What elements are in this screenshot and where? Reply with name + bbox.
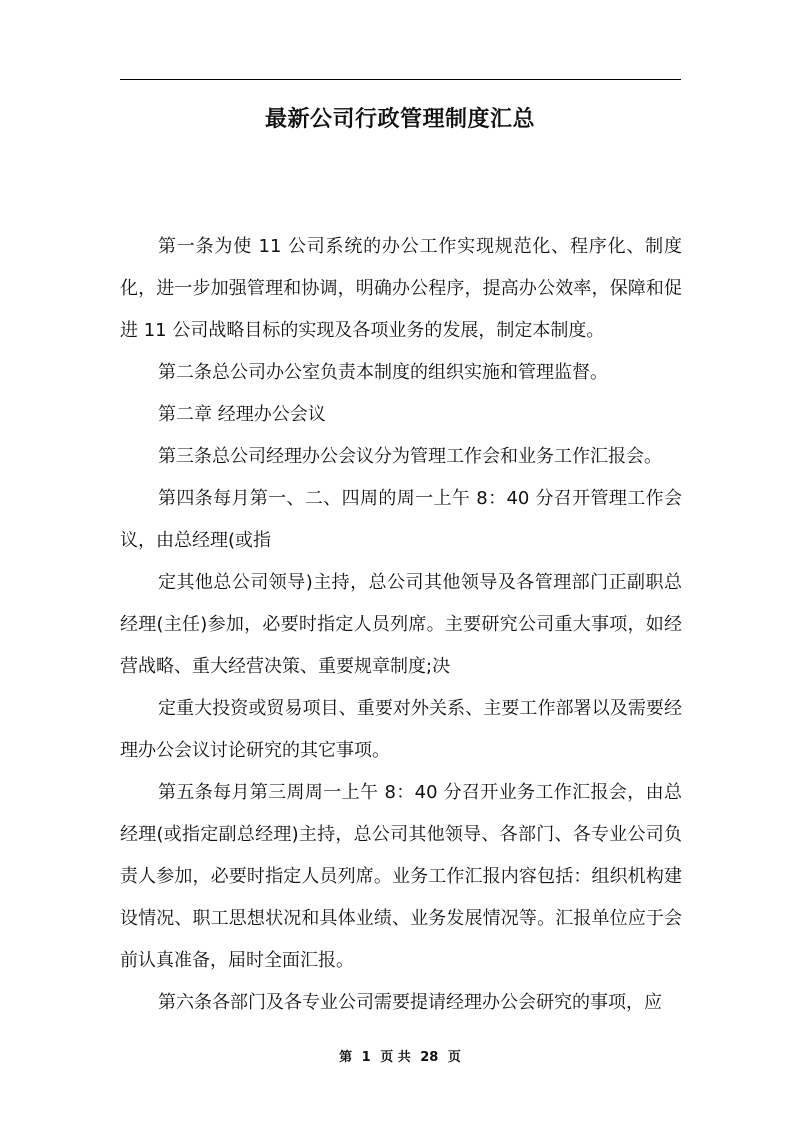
paragraph-article-5: 第五条每月第三周周一上午 8：40 分召开业务工作汇报会，由总经理(或指定副总经理)主持，总公司其他领导、各部门、各专业公司负责人参加，必要时指定人员列席。业务工作汇报内容包括：组织机构建设情况、职工思想状况和具体业绩、业务发展情况等。汇报单位应于会前认真准备，届时全面汇报。: [120, 782, 682, 971]
total-page-count: 28: [420, 1050, 439, 1065]
paragraph-article-4-cont2: 定重大投资或贸易项目、重要对外关系、主要工作部署以及需要经理办公会议讨论研究的其它事项。: [120, 698, 682, 761]
paragraph-article-2: 第二条总公司办公室负责本制度的组织实施和管理监督。: [158, 362, 608, 383]
document-body: [120, 226, 682, 1024]
paragraph-article-6: 第六条各部门及各专业公司需要提请经理办公会研究的事项，应: [158, 992, 662, 1013]
paragraph-article-3: 第三条总公司经理办公会议分为管理工作会和业务工作汇报会。: [158, 446, 662, 467]
paragraph-article-4: 第四条每月第一、二、四周的周一上午 8：40 分召开管理工作会议，由总经理(或指: [120, 488, 682, 551]
document-title: 最新公司行政管理制度汇总: [264, 107, 535, 132]
footer-prefix: 第: [339, 1050, 353, 1065]
paragraph-article-4-cont: 定其他总公司领导)主持，总公司其他领导及各管理部门正副职总经理(主任)参加，必要时指定人员列席。主要研究公司重大事项，如经营战略、重大经营决策、重要规章制度;决: [120, 572, 682, 677]
page-footer: [0, 1048, 800, 1068]
current-page-number: 1: [361, 1050, 371, 1065]
paragraph-article-1: 第一条为使 11 公司系统的办公工作实现规范化、程序化、制度化，进一步加强管理和协调，明确办公程序，提高办公效率，保障和促进 11 公司战略目标的实现及各项业务的发展，制定本制度。: [120, 236, 682, 341]
footer-middle: 页 共: [380, 1050, 411, 1065]
footer-suffix: 页: [447, 1050, 461, 1065]
header-divider: [120, 79, 681, 80]
chapter-heading: 第二章 经理办公会议: [158, 404, 326, 425]
